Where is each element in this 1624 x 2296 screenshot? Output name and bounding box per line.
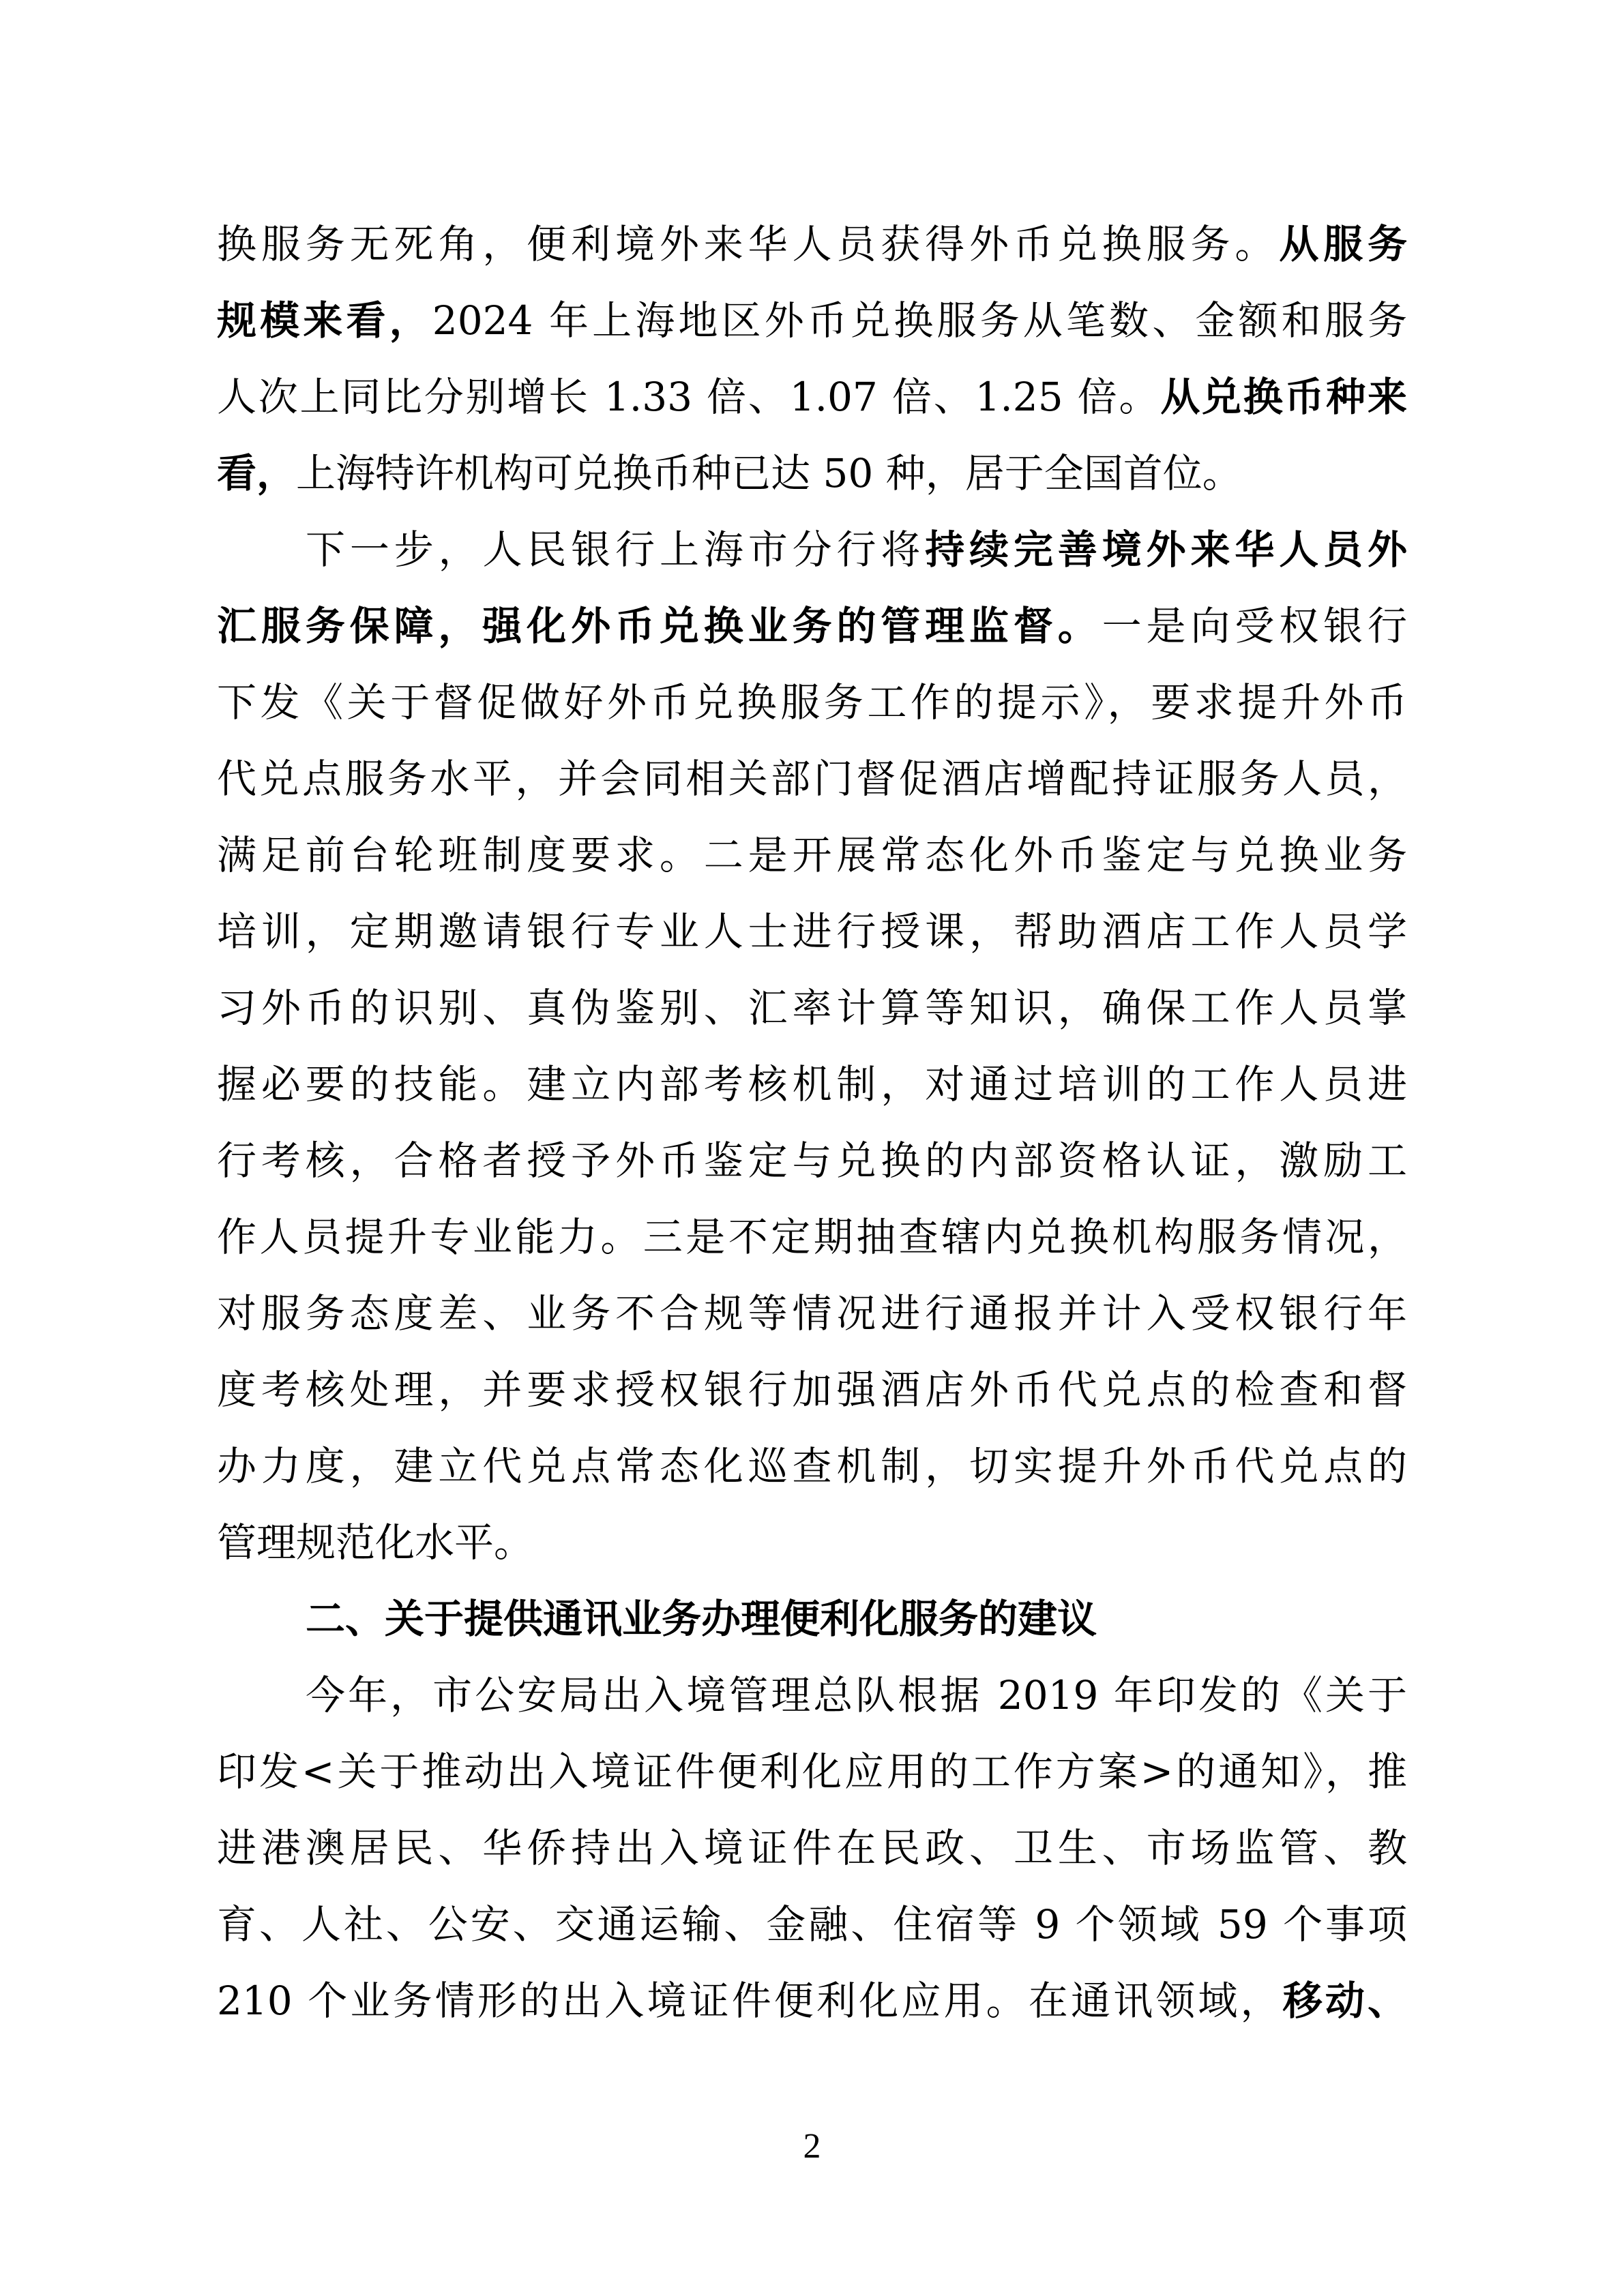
text-run: 习外币的识别、真伪鉴别、汇率计算等知识，确保工作人员掌 <box>217 985 1407 1031</box>
text-line <box>217 904 1407 959</box>
text-line <box>217 370 1407 424</box>
text-line <box>217 1897 1407 1952</box>
text-line <box>217 1821 1407 1875</box>
text-run: 代兑点服务水平，并会同相关部门督促酒店增配持证服务人员， <box>217 756 1407 802</box>
text-run: 管理规范化水平。 <box>217 1519 534 1566</box>
bold-text-run: 从兑换币种来 <box>1160 374 1407 420</box>
text-run: 办力度，建立代兑点常态化巡查机制，切实提升外币代兑点的 <box>217 1443 1407 1489</box>
text-line <box>217 1286 1407 1341</box>
text-line <box>217 1439 1407 1493</box>
bold-text-run: 二、关于提供通讯业务办理便利化服务的建议 <box>306 1596 1097 1642</box>
text-line <box>217 1057 1407 1112</box>
text-run: 2024 年上海地区外币兑换服务从笔数、金额和服务 <box>432 297 1407 344</box>
text-run: 印发<关于推动出入境证件便利化应用的工作方案>的通知》，推 <box>217 1748 1407 1795</box>
text-run: 换服务无死角，便利境外来华人员获得外币兑换服务。 <box>217 221 1280 267</box>
text-run: 下一步，人民银行上海市分行将 <box>306 526 926 573</box>
text-line <box>217 1133 1407 1188</box>
text-run: 度考核处理，并要求授权银行加强酒店外币代兑点的检查和督 <box>217 1367 1407 1413</box>
bold-text-run: 移动、 <box>1282 1978 1407 2024</box>
text-line <box>217 217 1407 271</box>
bold-text-run: 看， <box>217 450 297 496</box>
text-line <box>306 1668 1407 1723</box>
text-run: 今年，市公安局出入境管理总队根据 2019 年印发的《关于 <box>306 1672 1407 1718</box>
text-line <box>217 446 1407 501</box>
text-run: 人次上同比分别增长 1.33 倍、1.07 倍、1.25 倍。 <box>217 374 1161 420</box>
bold-text-run: 汇服务保障，强化外币兑换业务的管理监督。 <box>217 603 1102 649</box>
text-run: 行考核，合格者授予外币鉴定与兑换的内部资格认证，激励工 <box>217 1137 1407 1184</box>
text-line <box>217 1210 1407 1264</box>
text-line <box>217 1744 1407 1799</box>
bold-text-run: 持续完善境外来华人员外 <box>925 526 1407 573</box>
text-line <box>217 675 1407 730</box>
text-line <box>217 1973 1407 2028</box>
text-run: 一是向受权银行 <box>1102 603 1407 649</box>
text-run: 满足前台轮班制度要求。二是开展常态化外币鉴定与兑换业务 <box>217 832 1407 878</box>
text-run: 握必要的技能。建立内部考核机制，对通过培训的工作人员进 <box>217 1061 1407 1107</box>
text-run: 下发《关于督促做好外币兑换服务工作的提示》，要求提升外币 <box>217 679 1407 726</box>
bold-text-run: 从服务 <box>1279 221 1407 267</box>
page-number: 2 <box>803 2127 821 2166</box>
text-line <box>217 1515 1407 1570</box>
text-line <box>217 751 1407 806</box>
text-line <box>217 599 1407 653</box>
text-run: 育、人社、公安、交通运输、金融、住宿等 9 个领域 59 个事项 <box>217 1901 1407 1948</box>
text-line <box>217 293 1407 348</box>
text-run: 培训，定期邀请银行专业人士进行授课，帮助酒店工作人员学 <box>217 908 1407 955</box>
text-run: 对服务态度差、业务不合规等情况进行通报并计入受权银行年 <box>217 1290 1407 1337</box>
text-line <box>217 981 1407 1035</box>
text-line <box>306 522 1407 577</box>
text-run: 作人员提升专业能力。三是不定期抽查辖内兑换机构服务情况， <box>217 1214 1407 1260</box>
section-heading <box>306 1592 1407 1646</box>
text-run: 上海特许机构可兑换币种已达 50 种，居于全国首位。 <box>296 450 1242 496</box>
text-run: 210 个业务情形的出入境证件便利化应用。在通讯领域， <box>217 1978 1283 2024</box>
text-line <box>217 828 1407 882</box>
text-line <box>217 1362 1407 1417</box>
text-run: 进港澳居民、华侨持出入境证件在民政、卫生、市场监管、教 <box>217 1825 1407 1871</box>
bold-text-run: 规模来看， <box>217 297 432 344</box>
